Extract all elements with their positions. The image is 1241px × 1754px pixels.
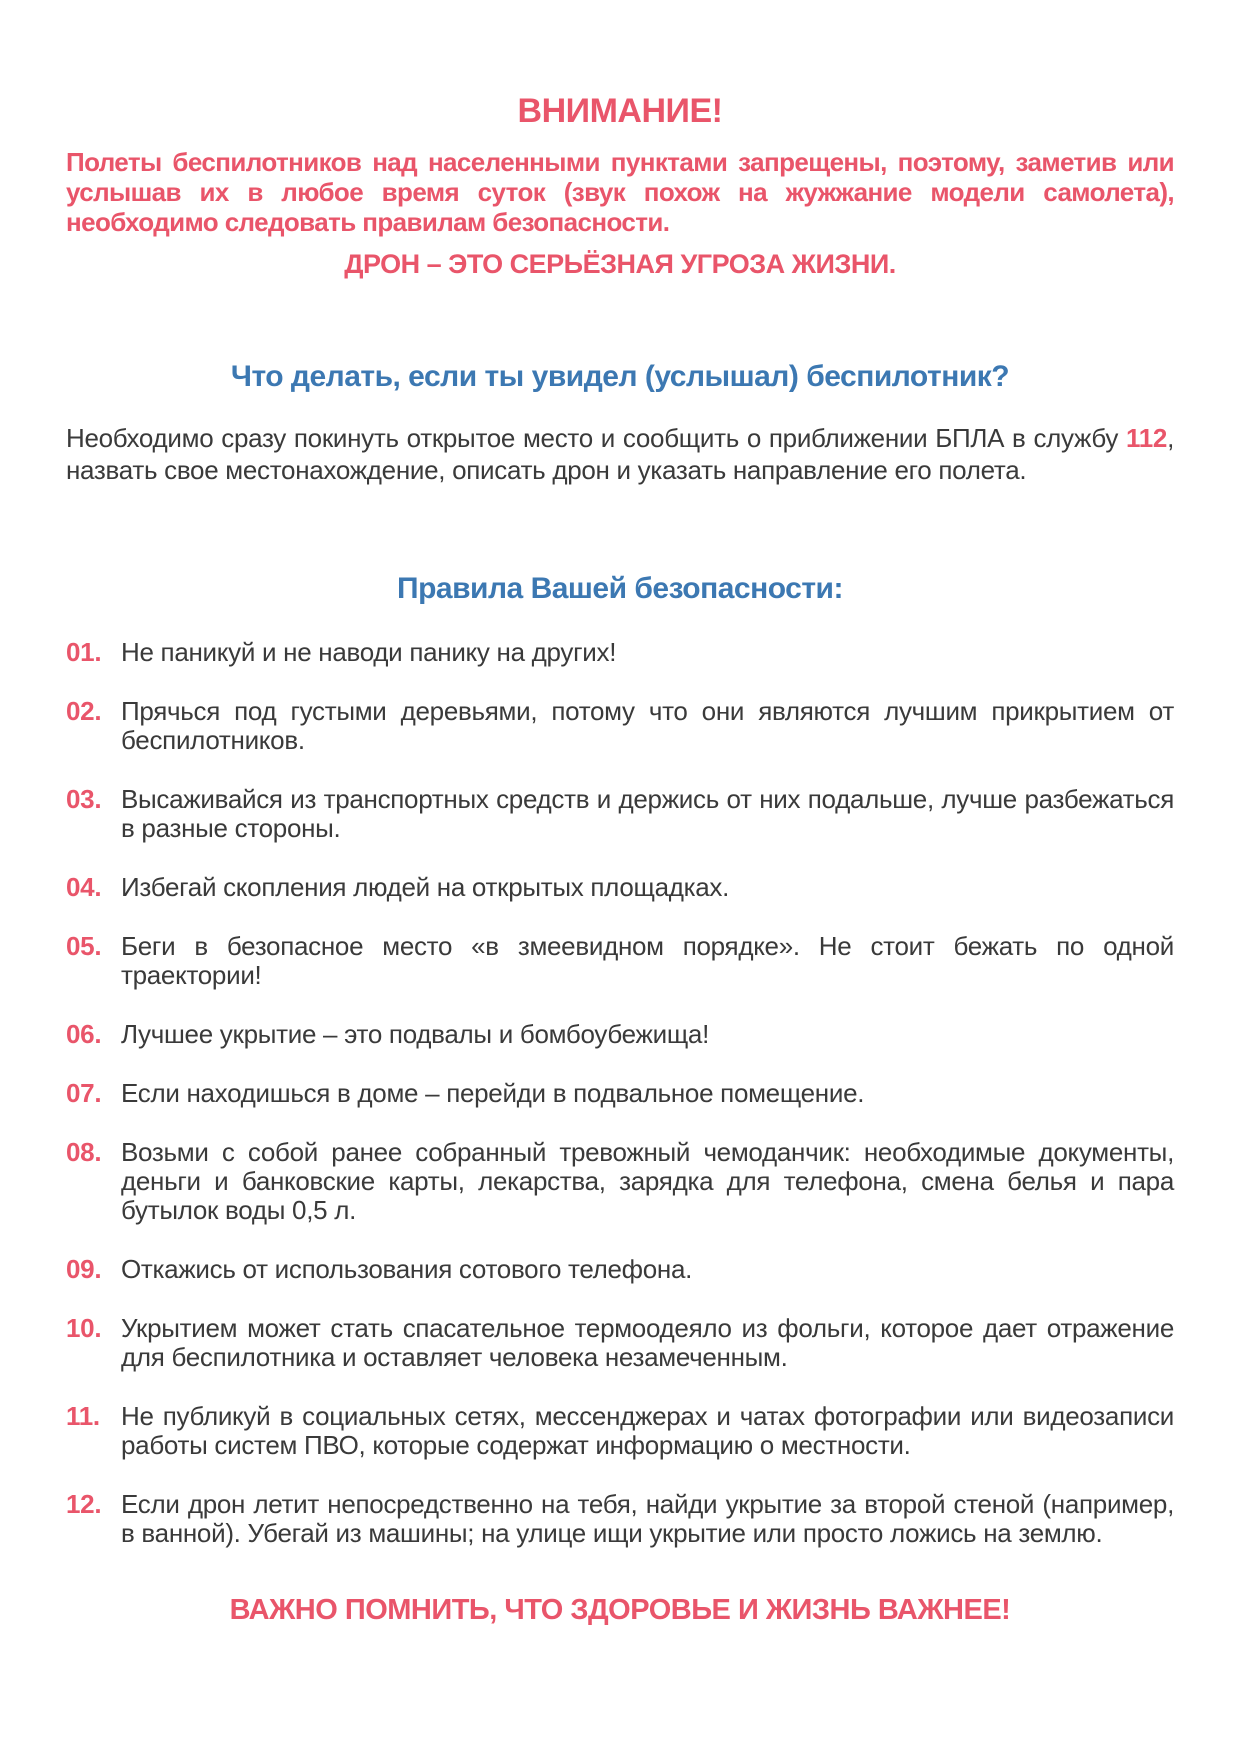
rule-item-10: [66, 1314, 1174, 1372]
rules-heading: Правила Вашей безопасности:: [397, 572, 843, 605]
rule-item-11: [66, 1402, 1174, 1460]
rule-number: 01.: [66, 637, 102, 667]
rule-item-01: [66, 638, 1174, 667]
report-instruction-before: Необходимо сразу покинуть открытое место и сообщить о приближении БПЛА в службу: [66, 423, 1127, 453]
rule-number: 02.: [66, 696, 102, 726]
rule-item-06: [66, 1020, 1174, 1049]
rule-number: 10.: [66, 1313, 102, 1343]
report-instruction-after: , назвать свое местонахождение, описать дрон и указать направление его полета.: [66, 423, 1174, 485]
rule-item-08: [66, 1138, 1174, 1225]
rule-number: 12.: [66, 1489, 102, 1519]
rule-item-12: [66, 1490, 1174, 1548]
rule-text: Беги в безопасное место «в змеевидном порядке». Не стоит бежать по одной траектории!: [121, 931, 1174, 990]
rule-text: Избегай скопления людей на открытых площадках.: [121, 872, 730, 902]
rule-item-04: [66, 873, 1174, 902]
rule-item-09: [66, 1255, 1174, 1284]
footer-reminder: ВАЖНО ПОМНИТЬ, ЧТО ЗДОРОВЬЕ И ЖИЗНЬ ВАЖНЕЕ!: [229, 1594, 1011, 1626]
rule-text: Не публикуй в социальных сетях, мессенджерах и чатах фотографии или видеозаписи работы систем ПВО, которые содержат информацию о местности.: [121, 1401, 1174, 1460]
rule-text: Лучшее укрытие – это подвалы и бомбоубежища!: [121, 1019, 710, 1049]
rule-text: Если находишься в доме – перейди в подвальное помещение.: [121, 1078, 865, 1108]
attention-title: ВНИМАНИЕ!: [517, 92, 723, 130]
rule-text: Возьми с собой ранее собранный тревожный чемоданчик: необходимые документы, деньги и банковские карты, лекарства, зарядка для телефона, смена белья и пара бутылок воды 0,5 л.: [121, 1137, 1174, 1225]
rule-number: 07.: [66, 1078, 102, 1108]
rule-number: 05.: [66, 931, 102, 961]
rule-item-05: [66, 932, 1174, 990]
safety-rules-list: [66, 638, 1174, 1548]
rule-text: Откажись от использования сотового телефона.: [121, 1254, 693, 1284]
rule-number: 08.: [66, 1137, 102, 1167]
rule-text: Не паникуй и не наводи панику на других!: [121, 637, 617, 667]
intro-warning-paragraph: Полеты беспилотников над населенными пунктами запрещены, поэтому, заметив или услышав их в любое время суток (звук похож на жужжание модели самолета), необходимо следовать правилам безопасности.: [66, 147, 1174, 237]
drone-threat-line: ДРОН – ЭТО СЕРЬЁЗНАЯ УГРОЗА ЖИЗНИ.: [344, 249, 896, 279]
rule-item-03: [66, 785, 1174, 843]
rule-number: 03.: [66, 784, 102, 814]
rule-number: 11.: [66, 1401, 100, 1431]
rule-item-02: [66, 697, 1174, 755]
rule-item-07: [66, 1079, 1174, 1108]
rule-number: 06.: [66, 1019, 102, 1049]
report-instruction-paragraph: [66, 422, 1174, 486]
rule-text: Высаживайся из транспортных средств и держись от них подальше, лучше разбежаться в разные стороны.: [121, 784, 1174, 843]
rule-number: 09.: [66, 1254, 102, 1284]
what-to-do-heading: Что делать, если ты увидел (услышал) беспилотник?: [230, 360, 1010, 393]
rule-number: 04.: [66, 872, 102, 902]
rule-text: Если дрон летит непосредственно на тебя, найди укрытие за второй стеной (например, в ванной). Убегай из машины; на улице ищи укрытие или просто ложись на землю.: [121, 1489, 1174, 1548]
rule-text: Укрытием может стать спасательное термоодеяло из фольги, которое дает отражение для беспилотника и оставляет человека незамеченным.: [121, 1313, 1174, 1372]
rule-text: Прячься под густыми деревьями, потому что они являются лучшим прикрытием от беспилотников.: [121, 696, 1174, 755]
emergency-number: 112: [1126, 423, 1168, 453]
